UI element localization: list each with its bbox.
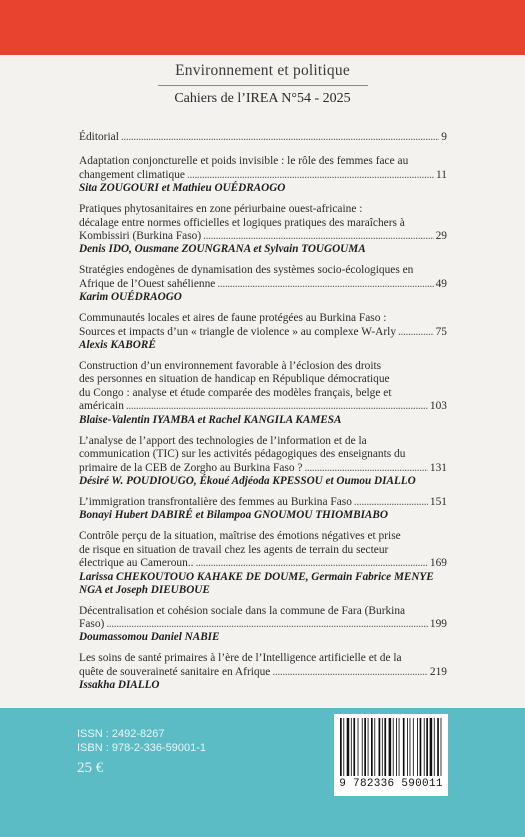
barcode bbox=[334, 714, 448, 796]
entry-title-last-line: Kombissiri (Burkina Faso) bbox=[79, 230, 202, 243]
page-number: 29 bbox=[435, 230, 447, 243]
page-number: 103 bbox=[429, 400, 447, 413]
table-of-contents bbox=[79, 131, 447, 700]
price: 25 € bbox=[77, 760, 104, 776]
entry-title-last-line: Faso) bbox=[79, 617, 105, 630]
header bbox=[0, 62, 525, 107]
toc-entry bbox=[79, 312, 447, 352]
entry-leader-line bbox=[79, 618, 447, 631]
entry-title-line: décalage entre normes officielles et logiques pratiques des maraîchers à bbox=[79, 216, 405, 229]
barcode-bar bbox=[364, 718, 366, 776]
barcode-bar bbox=[410, 718, 411, 776]
entry-title-last-line: électrique au Cameroun.. bbox=[79, 557, 194, 570]
entry-title-last-line: primaire de la CEB de Zorgho au Burkina Faso ? bbox=[79, 461, 303, 474]
page-number: 9 bbox=[441, 131, 447, 143]
entry-title-line: L’analyse de l’apport des technologies de l’information et de la bbox=[79, 434, 367, 447]
barcode-bar bbox=[430, 718, 433, 776]
entry-leader-line bbox=[79, 496, 447, 509]
toc-entry bbox=[79, 652, 447, 692]
entry-authors: Désiré W. POUDIOUGO, Ékoué Adjéoda KPESSOU et Oumou DIALLO bbox=[79, 474, 416, 487]
entry-title-last-line: Afrique de l’Ouest sahélienne bbox=[79, 277, 216, 290]
entry-title-last-line: L’immigration transfrontalière des femmes au Burkina Faso bbox=[79, 495, 352, 508]
entry-authors: Sita ZOUGOURI et Mathieu OUÉDRAOGO bbox=[79, 182, 286, 195]
barcode-bar bbox=[347, 718, 350, 776]
dot-leader bbox=[203, 230, 433, 243]
entry-leader-line bbox=[79, 666, 447, 679]
toc-entry bbox=[79, 264, 447, 304]
dot-leader bbox=[106, 618, 428, 631]
entry-authors: Denis IDO, Ousmane ZOUNGRANA et Sylvain TOUGOUMA bbox=[79, 243, 366, 256]
barcode-bar bbox=[371, 718, 373, 776]
entry-authors: Doumassomou Daniel NABIE bbox=[79, 631, 220, 644]
barcode-bar bbox=[353, 718, 355, 776]
barcode-bar bbox=[407, 718, 408, 776]
barcode-bar bbox=[420, 718, 422, 776]
entry-title-line: Adaptation conjoncturelle et poids invisible : le rôle des femmes face au bbox=[79, 155, 409, 168]
entry-title-line: du Congo : analyse et étude comparée des modèles français, belge et bbox=[79, 386, 392, 399]
barcode-bar bbox=[399, 718, 400, 776]
entry-title-line: Les soins de santé primaires à l’ère de l’Intelligence artificielle et de la bbox=[79, 652, 402, 665]
entry-authors: Bonayi Hubert DABIRÉ et Bilampoa GNOUMOU THIOMBIABO bbox=[79, 509, 388, 522]
series-title: Environnement et politique bbox=[175, 62, 350, 79]
barcode-bar bbox=[343, 718, 344, 776]
entry-authors: Karim OUÉDRAOGO bbox=[79, 291, 182, 304]
page-number: 49 bbox=[435, 277, 447, 290]
barcode-digits: 9 782336 590011 bbox=[339, 778, 443, 790]
entry-title-line: Stratégies endogènes de dynamisation des systèmes socio-écologiques en bbox=[79, 264, 414, 277]
isbn: ISBN : 978-2-336-59001-1 bbox=[77, 742, 207, 754]
dot-leader bbox=[354, 496, 428, 509]
entry-authors: Alexis KABORÉ bbox=[79, 339, 156, 352]
barcode-bar bbox=[389, 718, 392, 776]
entry-leader-line bbox=[79, 131, 447, 144]
entry-authors: Issakha DIALLO bbox=[79, 679, 160, 692]
toc-entry bbox=[79, 155, 447, 195]
entry-leader-line bbox=[79, 557, 447, 570]
page-number: 75 bbox=[435, 325, 447, 338]
dot-leader bbox=[272, 666, 428, 679]
dot-leader bbox=[398, 326, 434, 339]
entry-leader-line bbox=[79, 326, 447, 339]
barcode-bar bbox=[424, 718, 425, 776]
toc-entry bbox=[79, 530, 447, 596]
entry-title-line: Contrôle perçu de la situation, maîtrise des émotions négatives et prise bbox=[79, 530, 401, 543]
header-divider bbox=[158, 85, 368, 86]
barcode-bar bbox=[396, 718, 397, 776]
entry-authors: Larissa CHEKOUTOUO KAHAKE DE DOUME, Germain Fabrice MENYE NGA et Joseph DIEUBOUE bbox=[79, 570, 434, 596]
entry-authors: Blaise-Valentin IYAMBA et Rachel KANGILA KAMESA bbox=[79, 413, 342, 426]
page-number: 151 bbox=[429, 495, 447, 508]
entry-leader-line bbox=[79, 169, 447, 182]
dot-leader bbox=[304, 462, 427, 475]
toc-entry bbox=[79, 605, 447, 645]
entry-title-line: Construction d’un environnement favorable à l’éclosion des droits bbox=[79, 360, 382, 373]
barcode-bar bbox=[358, 718, 359, 776]
barcode-bar bbox=[437, 718, 439, 776]
barcode-bar bbox=[384, 718, 386, 776]
publication-info bbox=[77, 727, 206, 775]
entry-leader-line bbox=[79, 462, 447, 475]
entry-leader-line bbox=[79, 278, 447, 291]
barcode-bar bbox=[362, 718, 363, 776]
entry-title-line: Pratiques phytosanitaires en zone périurbaine ouest-africaine : bbox=[79, 203, 363, 216]
barcode-bar bbox=[340, 718, 342, 776]
page-number: 199 bbox=[429, 617, 447, 630]
toc-entry bbox=[79, 435, 447, 488]
dot-leader bbox=[121, 131, 439, 144]
barcode-bar bbox=[403, 718, 405, 776]
barcode-bars bbox=[334, 714, 448, 778]
barcode-bar bbox=[368, 718, 369, 776]
barcode-bar bbox=[413, 718, 414, 776]
barcode-bar bbox=[393, 718, 394, 776]
barcode-bar bbox=[434, 718, 435, 776]
entry-title-line: Communautés locales et aires de faune protégées au Burkina Faso : bbox=[79, 312, 387, 325]
entry-title-last-line: américain bbox=[79, 400, 124, 413]
dot-leader bbox=[187, 169, 434, 182]
page-number: 11 bbox=[436, 168, 447, 181]
barcode-bar bbox=[382, 718, 383, 776]
entry-title-line: des personnes en situation de handicap en République démocratique bbox=[79, 373, 390, 386]
entry-title-last-line: Éditorial bbox=[79, 131, 119, 143]
page-number: 131 bbox=[429, 461, 447, 474]
barcode-bar bbox=[417, 718, 418, 776]
entry-leader-line bbox=[79, 230, 447, 243]
barcode-bar bbox=[374, 718, 375, 776]
dot-leader bbox=[196, 557, 428, 570]
barcode-bar bbox=[426, 718, 428, 776]
dot-leader bbox=[217, 278, 433, 291]
barcode-bar bbox=[351, 718, 352, 776]
entry-title-line: communication (TIC) sur les activités pédagogiques des enseignants du bbox=[79, 448, 406, 461]
entry-title-line: de risque en situation de travail chez les agents de terrain du secteur bbox=[79, 543, 389, 556]
entry-title-line: Décentralisation et cohésion sociale dans la commune de Fara (Burkina bbox=[79, 604, 406, 617]
entry-title-last-line: Sources et impacts d’un « triangle de violence » au complexe W-Arly bbox=[79, 325, 397, 338]
toc-entry bbox=[79, 360, 447, 427]
entry-title-last-line: changement climatique bbox=[79, 168, 185, 181]
entry-leader-line bbox=[79, 400, 447, 413]
issn: ISSN : 2492-8267 bbox=[77, 728, 165, 740]
barcode-bar bbox=[379, 718, 381, 776]
toc-entry bbox=[79, 131, 447, 144]
page-number: 219 bbox=[429, 665, 447, 678]
toc-entry bbox=[79, 203, 447, 256]
issue-title: Cahiers de l’IREA N°54 - 2025 bbox=[174, 91, 351, 106]
entry-title-last-line: quête de souveraineté sanitaire en Afrique bbox=[79, 665, 271, 678]
dot-leader bbox=[126, 400, 428, 413]
top-color-band bbox=[0, 0, 525, 55]
toc-entry bbox=[79, 496, 447, 522]
barcode-bar bbox=[441, 718, 442, 776]
page-number: 169 bbox=[429, 557, 447, 570]
